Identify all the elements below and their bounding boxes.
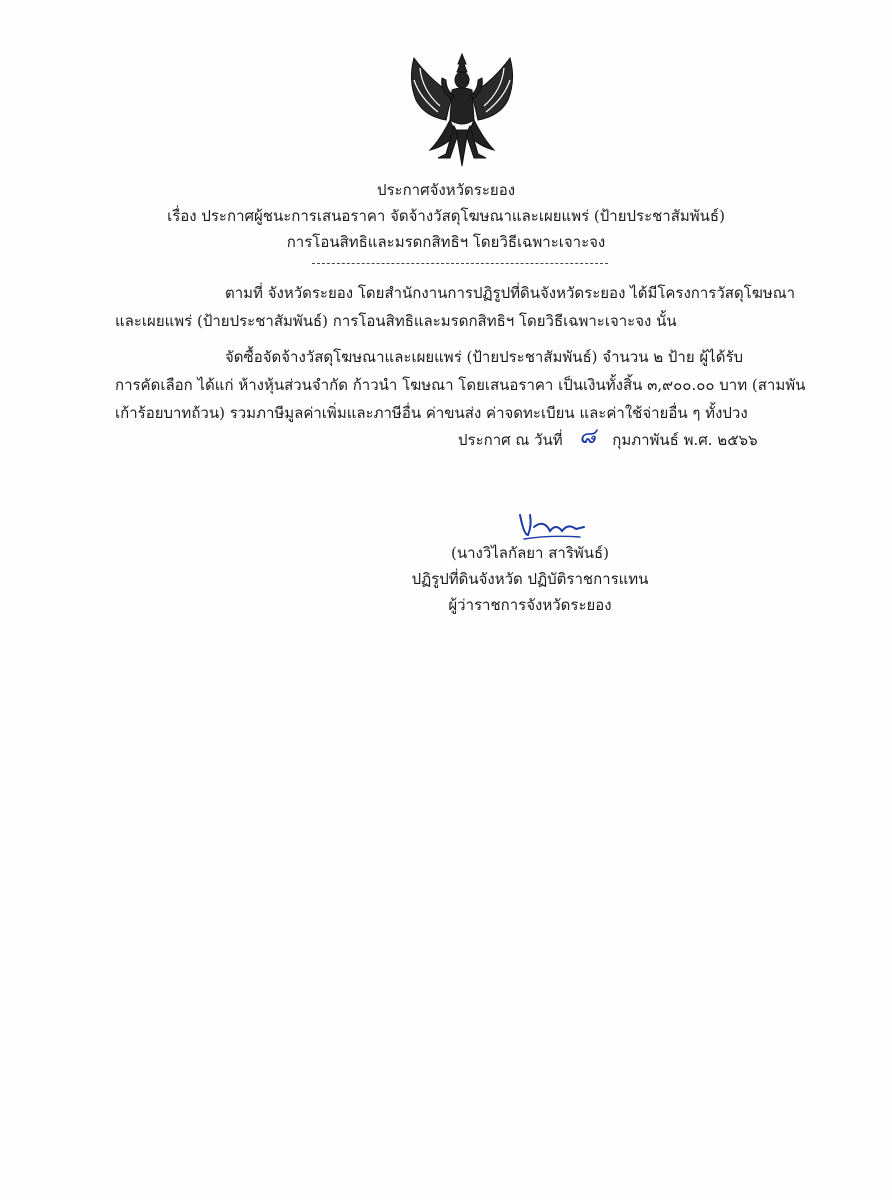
date-prefix: ประกาศ ณ วันที่ xyxy=(458,431,563,449)
garuda-emblem-icon xyxy=(400,50,524,170)
signatory-name: (นางวิไลกัลยา สาริพันธ์) xyxy=(450,544,610,562)
signatory-position-2: ผู้ว่าราชการจังหวัดระยอง xyxy=(448,596,612,614)
paragraph-2-line-1: จัดซื้อจัดจ้างวัสดุโฆษณาและเผยแพร่ (ป้ายประชาสัมพันธ์) จำนวน ๒ ป้าย ผู้ได้รับ xyxy=(225,348,744,366)
handwritten-signature xyxy=(510,505,590,545)
paragraph-2-line-3: เก้าร้อยบาทถ้วน) รวมภาษีมูลค่าเพิ่มและภาษีอื่น ค่าขนส่ง ค่าจดทะเบียน และค่าใช้จ่ายอื่น ๆ ทั้งปวง xyxy=(115,404,748,422)
signatory-position-1: ปฏิรูปที่ดินจังหวัด ปฏิบัติราชการแทน xyxy=(411,570,649,588)
divider xyxy=(312,263,608,264)
document-title: ประกาศจังหวัดระยอง xyxy=(376,181,516,199)
subject-line-1: เรื่อง ประกาศผู้ชนะการเสนอราคา จัดจ้างวัสดุโฆษณาและเผยแพร่ (ป้ายประชาสัมพันธ์) xyxy=(167,207,725,225)
date-month-year: กุมภาพันธ์ พ.ศ. ๒๕๖๖ xyxy=(612,431,758,449)
paragraph-1-line-2: และเผยแพร่ (ป้ายประชาสัมพันธ์) การโอนสิทธิและมรดกสิทธิฯ โดยวิธีเฉพาะเจาะจง นั้น xyxy=(115,312,677,330)
announcement-date xyxy=(458,424,758,451)
paragraph-2-line-2: การคัดเลือก ได้แก่ ห้างหุ้นส่วนจำกัด ก้าวนำ โฆษณา โดยเสนอราคา เป็นเงินทั้งสิ้น ๓,๙๐๐.๐๐ บาท (สามพัน xyxy=(115,376,806,394)
date-day: ๘ xyxy=(578,424,596,449)
subject-line-2: การโอนสิทธิและมรดกสิทธิฯ โดยวิธีเฉพาะเจาะจง xyxy=(286,233,606,251)
paragraph-1-line-1: ตามที่ จังหวัดระยอง โดยสำนักงานการปฏิรูปที่ดินจังหวัดระยอง ได้มีโครงการวัสดุโฆษณา xyxy=(225,284,796,302)
